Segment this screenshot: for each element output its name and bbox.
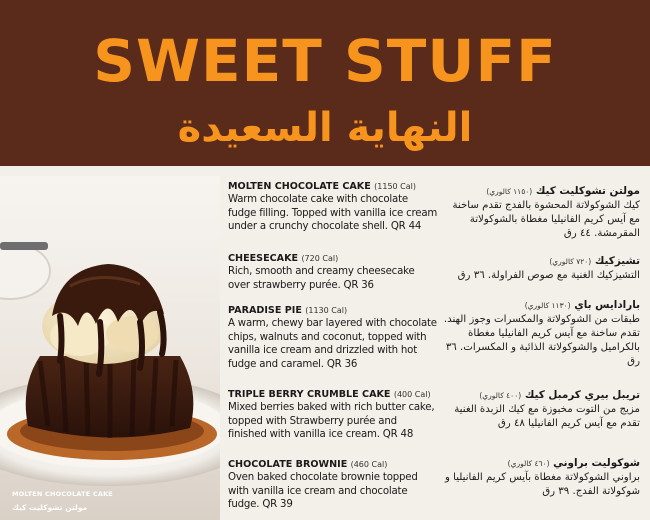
item-calories: (١١٥٠ كالوري) <box>486 187 533 196</box>
item-name: بارادايس باي <box>574 299 640 311</box>
section-title-arabic: النهاية السعيدة <box>177 105 473 151</box>
item-calories: (400 Cal) <box>393 390 431 399</box>
item-calories: (460 Cal) <box>350 460 388 469</box>
molten-cake-illustration <box>0 176 220 520</box>
item-description: براوني الشوكولاتة مغطاة بآيس كريم الفانيليا و شوكولاتة الفدج. ٣٩ رق <box>444 472 640 497</box>
item-description: A warm, chewy bar layered with chocolate chips, walnuts and coconut, topped with vanilla ice cream and drizzled with hot fudge and caramel. QR 36 <box>228 318 437 370</box>
item-calories: (١١٣٠ كالوري) <box>524 301 571 310</box>
item-name: تشيزكيك <box>594 255 640 267</box>
menu-item <box>228 458 438 512</box>
item-name: شوكوليت براوني <box>553 457 640 469</box>
menu-item-arabic <box>440 456 640 499</box>
item-description: Warm chocolate cake with chocolate fudge filling. Topped with vanilla ice cream under a crunchy chocolate shell. QR 44 <box>228 194 438 233</box>
menu-header <box>0 0 650 166</box>
item-calories: (٤٦٠ كالوري) <box>507 459 550 468</box>
menu-item-arabic <box>440 254 640 283</box>
item-description: Mixed berries baked with rich butter cake, topped with Strawberry purée and finished with vanilla ice cream. QR 48 <box>228 402 435 441</box>
photo-caption-arabic: مولتن تشوكليت كيك <box>12 503 88 512</box>
item-description: Oven baked chocolate brownie topped with vanilla ice cream and chocolate fudge. QR 39 <box>228 472 418 511</box>
item-name: TRIPLE BERRY CRUMBLE CAKE <box>228 389 391 400</box>
menu-item-arabic <box>440 298 640 369</box>
photo-caption <box>12 488 113 514</box>
dessert-photo <box>0 176 220 520</box>
menu-item <box>228 304 438 371</box>
item-name: PARADISE PIE <box>228 305 302 316</box>
menu-item-arabic <box>440 388 640 431</box>
menu-item-arabic <box>440 184 640 241</box>
item-calories: (1130 Cal) <box>305 306 348 315</box>
item-name: CHOCOLATE BROWNIE <box>228 459 348 470</box>
item-description: مزيج من التوت مخبوزة مع كيك الزبدة الغنية تقدم مع آيس كريم الفانيليا ٤٨ رق <box>454 404 640 429</box>
menu-item <box>228 180 438 234</box>
menu-item <box>228 388 438 442</box>
item-name: مولتن تشوكليت كيك <box>535 185 640 197</box>
item-calories: (720 Cal) <box>301 254 339 263</box>
item-description: طبقات من الشوكولاتة والمكسرات وجوز الهند. تقدم ساخنة مع آيس كريم الفانيليا مغطاة بالكراميل والشوكولاتة الذائبة و المكسرات. ٣٦ رق <box>443 314 640 367</box>
item-name: MOLTEN CHOCOLATE CAKE <box>228 181 371 192</box>
item-description: كيك الشوكولاتة المحشوة بالفدج تقدم ساخنة مع آيس كريم الفانيليا مغطاة بالشوكولاتة المقرمشة. ٤٤ رق <box>452 200 640 239</box>
section-title: SWEET STUFF <box>93 27 557 95</box>
item-description: التشيزكيك الغنية مع صوص الفراولة. ٣٦ رق <box>457 270 640 281</box>
menu-item <box>228 252 438 292</box>
item-calories: (٧٢٠ كالوري) <box>549 257 592 266</box>
item-description: Rich, smooth and creamy cheesecake over strawberry purée. QR 36 <box>228 266 415 291</box>
item-calories: (٤٠٠ كالوري) <box>479 391 522 400</box>
item-name: CHEESECAKE <box>228 253 299 264</box>
item-calories: (1150 Cal) <box>374 182 417 191</box>
photo-caption-english: MOLTEN CHOCOLATE CAKE <box>12 490 113 498</box>
item-name: تريبل بيري كرمبل كيك <box>524 389 640 401</box>
